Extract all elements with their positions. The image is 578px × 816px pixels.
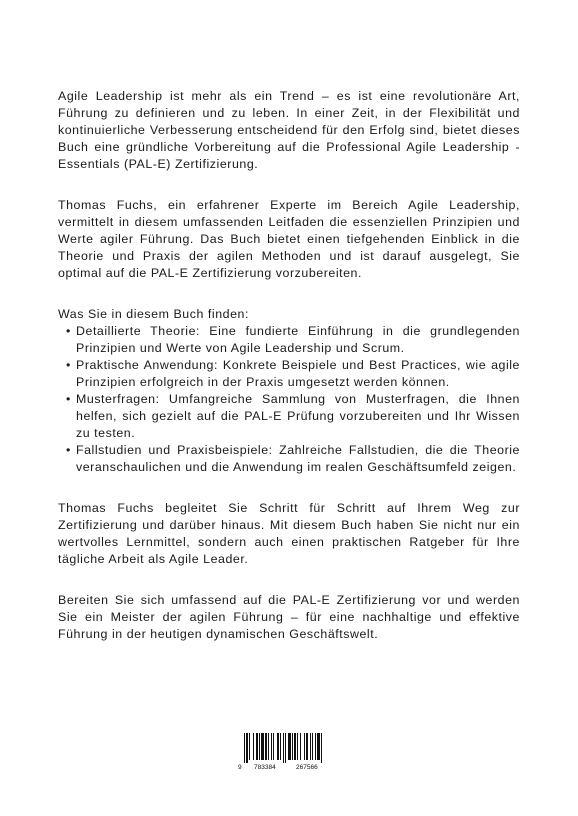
barcode-bar	[306, 733, 308, 760]
barcode-bar	[249, 733, 250, 760]
barcode-bar	[315, 733, 316, 760]
barcode-bar	[283, 733, 284, 763]
barcode-bar	[280, 733, 281, 760]
list-item: • Detaillierte Theorie: Eine fundierte Einführung in die grundlegenden Prinzipien und Werte von Agile Leadership und Scrum.	[66, 323, 520, 357]
barcode-icon	[238, 733, 342, 771]
barcode-digits-right: 267566	[296, 764, 318, 771]
barcode-bar	[265, 733, 267, 760]
barcode-bar	[271, 733, 272, 760]
isbn-barcode	[238, 733, 342, 771]
barcode-bar	[285, 733, 286, 763]
list-item: • Musterfragen: Umfangreiche Sammlung von Musterfragen, die Ihnen helfen, sich gezielt auf die PAL-E Prüfung vorzubereiten und Ihr Wissen zu testen.	[66, 391, 520, 442]
barcode-bar	[261, 733, 264, 760]
barcode-bar	[259, 733, 260, 760]
barcode-bar	[300, 733, 301, 760]
barcode-bar	[321, 733, 322, 763]
back-cover-text	[58, 88, 520, 667]
features-intro: Was Sie in diesem Buch finden:	[58, 307, 249, 321]
author-paragraph: Thomas Fuchs, ein erfahrener Experte im Bereich Agile Leadership, vermittelt in diesem umfassenden Leitfaden die essenziellen Prinzipien und Werte agiler Führung. Das Buch bietet einen tiefgehenden Einblick in die Theorie und Praxis der agilen Methoden und ist darauf ausgelegt, Sie optimal auf die PAL-E Zertifizierung vorzubereiten.	[58, 198, 520, 280]
barcode-bar	[253, 733, 254, 760]
barcode-bar	[277, 733, 279, 760]
barcode-bar	[292, 733, 293, 760]
features-list	[58, 323, 520, 476]
barcode-bar	[310, 733, 311, 760]
barcode-digits-left: 783384	[254, 764, 276, 771]
barcode-bar	[297, 733, 298, 760]
list-item: • Praktische Anwendung: Konkrete Beispiele und Best Practices, wie agile Prinzipien erfolgreich in der Praxis umgesetzt werden können.	[66, 357, 520, 391]
barcode-bar	[317, 733, 320, 760]
closing-paragraph: Bereiten Sie sich umfassend auf die PAL-E Zertifizierung vor und werden Sie ein Meister der agilen Führung – für eine nachhaltige und effektive Führung in der heutigen dynamischen Geschäftswelt.	[58, 593, 520, 641]
intro-paragraph: Agile Leadership ist mehr als ein Trend – es ist eine revolutionäre Art, Führung zu definieren und zu leben. In einer Zeit, in der Flexibilität und kontinuierliche Verbesserung entscheidend für den Erfolg sind, bietet dieses Buch eine gründliche Vorbereitung auf die Professional Agile Leadership - Essentials (PAL-E) Zertifizierung.	[58, 89, 520, 171]
barcode-bar	[244, 733, 245, 763]
barcode-bar	[304, 733, 305, 760]
barcode-bar	[294, 733, 296, 760]
barcode-bar	[268, 733, 269, 760]
barcode-bar	[312, 733, 313, 760]
barcode-bar	[256, 733, 258, 760]
list-item: • Fallstudien und Praxisbeispiele: Zahlreiche Fallstudien, die die Theorie veranschaulichen und die Anwendung im realen Geschäftsumfeld zeigen.	[66, 442, 520, 476]
barcode-bar	[246, 733, 248, 763]
barcode-bar	[288, 733, 291, 760]
barcode-bar	[273, 733, 274, 760]
barcode-digit-lead: 9	[238, 764, 242, 771]
guidance-paragraph: Thomas Fuchs begleitet Sie Schritt für Schritt auf Ihrem Weg zur Zertifizierung und darüber hinaus. Mit diesem Buch haben Sie nicht nur ein wertvolles Lernmittel, sondern auch einen praktischen Ratgeber für Ihre tägliche Arbeit als Agile Leader.	[58, 501, 520, 566]
